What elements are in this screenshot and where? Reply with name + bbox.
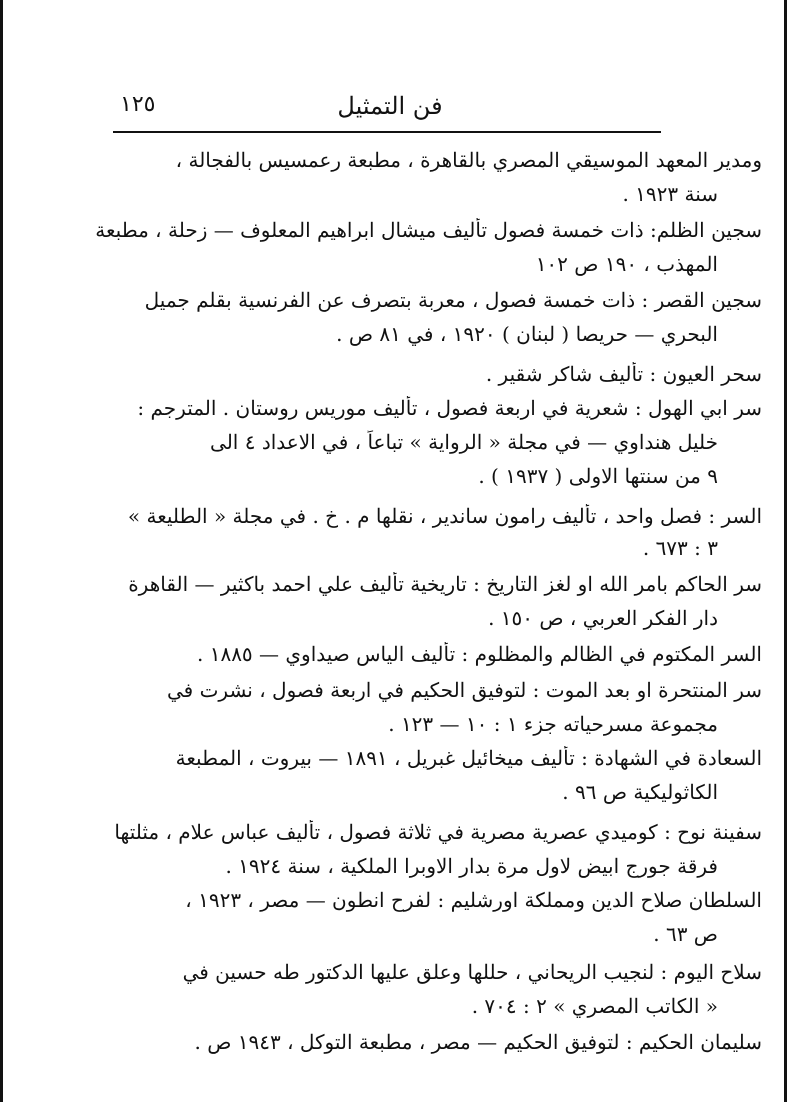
entry-continuation-line: فرقة جورج ابيض لاول مرة بدار الاوبرا الملكية ، سنة ١٩٢٤ .	[225, 854, 718, 878]
entry-continuation-line: دار الفكر العربي ، ص ١٥٠ .	[488, 606, 718, 630]
entry-continuation-line: مجموعة مسرحياته جزء ١ : ١٠ — ١٢٣ .	[388, 712, 718, 736]
entry-continuation-line: الكاثوليكية ص ٩٦ .	[562, 780, 718, 804]
entry-continuation-line: المهذب ، ١٩٠ ص ١٠٢	[535, 252, 718, 276]
entry-continuation-line: « الكاتب المصري » ٢ : ٧٠٤ .	[471, 994, 718, 1018]
entry-first-line: السر المكتوم في الظالم والمظلوم : تأليف الياس صيداوي — ١٨٨٥ .	[196, 642, 762, 666]
entry-first-line: سجين القصر : ذات خمسة فصول ، معربة بتصرف عن الفرنسية بقلم جميل	[144, 288, 762, 312]
entry-first-line: سر المنتحرة او بعد الموت : لتوفيق الحكيم في اربعة فصول ، نشرت في	[167, 678, 762, 702]
entry-first-line: السعادة في الشهادة : تأليف ميخائيل غبريل ، ١٨٩١ — بيروت ، المطبعة	[175, 746, 762, 770]
entry-continuation-line: البحري — حريصا ( لبنان ) ١٩٢٠ ، في ٨١ ص .	[336, 322, 718, 346]
entry-continuation-line: ٣ : ٦٧٣ .	[642, 536, 718, 560]
entry-first-line: سفينة نوح : كوميدي عصرية مصرية في ثلاثة فصول ، تأليف عباس علام ، مثلتها	[114, 820, 762, 844]
entry-continuation-line: سنة ١٩٢٣ .	[622, 182, 718, 206]
entry-first-line: سر الحاكم بامر الله او لغز التاريخ : تاريخية تأليف علي احمد باكثير — القاهرة	[128, 572, 762, 596]
entry-first-line: السلطان صلاح الدين ومملكة اورشليم : لفرح انطون — مصر ، ١٩٢٣ ،	[185, 888, 762, 912]
entry-first-line: ومدير المعهد الموسيقي المصري بالقاهرة ، مطبعة رعمسيس بالفجالة ،	[175, 148, 762, 172]
entry-continuation-line: ص ٦٣ .	[653, 922, 718, 946]
entry-first-line: سحر العيون : تأليف شاكر شقير .	[485, 362, 762, 386]
page-header	[120, 88, 660, 128]
running-title: فن التمثيل	[337, 92, 443, 120]
entry-first-line: سر ابي الهول : شعرية في اربعة فصول ، تأليف موريس روستان . المترجم :	[137, 396, 762, 420]
entry-first-line: سليمان الحكيم : لتوفيق الحكيم — مصر ، مطبعة التوكل ، ١٩٤٣ ص .	[194, 1030, 762, 1054]
entry-continuation-line: خليل هنداوي — في مجلة « الرواية » تباعاً ، في الاعداد ٤ الى	[210, 430, 718, 454]
entry-continuation-line: ٩ من سنتها الاولى ( ١٩٣٧ ) .	[478, 464, 718, 488]
entry-first-line: سلاح اليوم : لنجيب الريحاني ، حللها وعلق عليها الدكتور طه حسين في	[182, 960, 762, 984]
page-number: ١٢٥	[120, 92, 156, 117]
scan-border-left	[0, 0, 3, 1102]
header-rule	[113, 131, 661, 133]
entry-first-line: سجين الظلم: ذات خمسة فصول تأليف ميشال ابراهيم المعلوف — زحلة ، مطبعة	[95, 218, 762, 242]
entry-first-line: السر : فصل واحد ، تأليف رامون ساندير ، نقلها م . خ . في مجلة « الطليعة »	[127, 504, 762, 528]
